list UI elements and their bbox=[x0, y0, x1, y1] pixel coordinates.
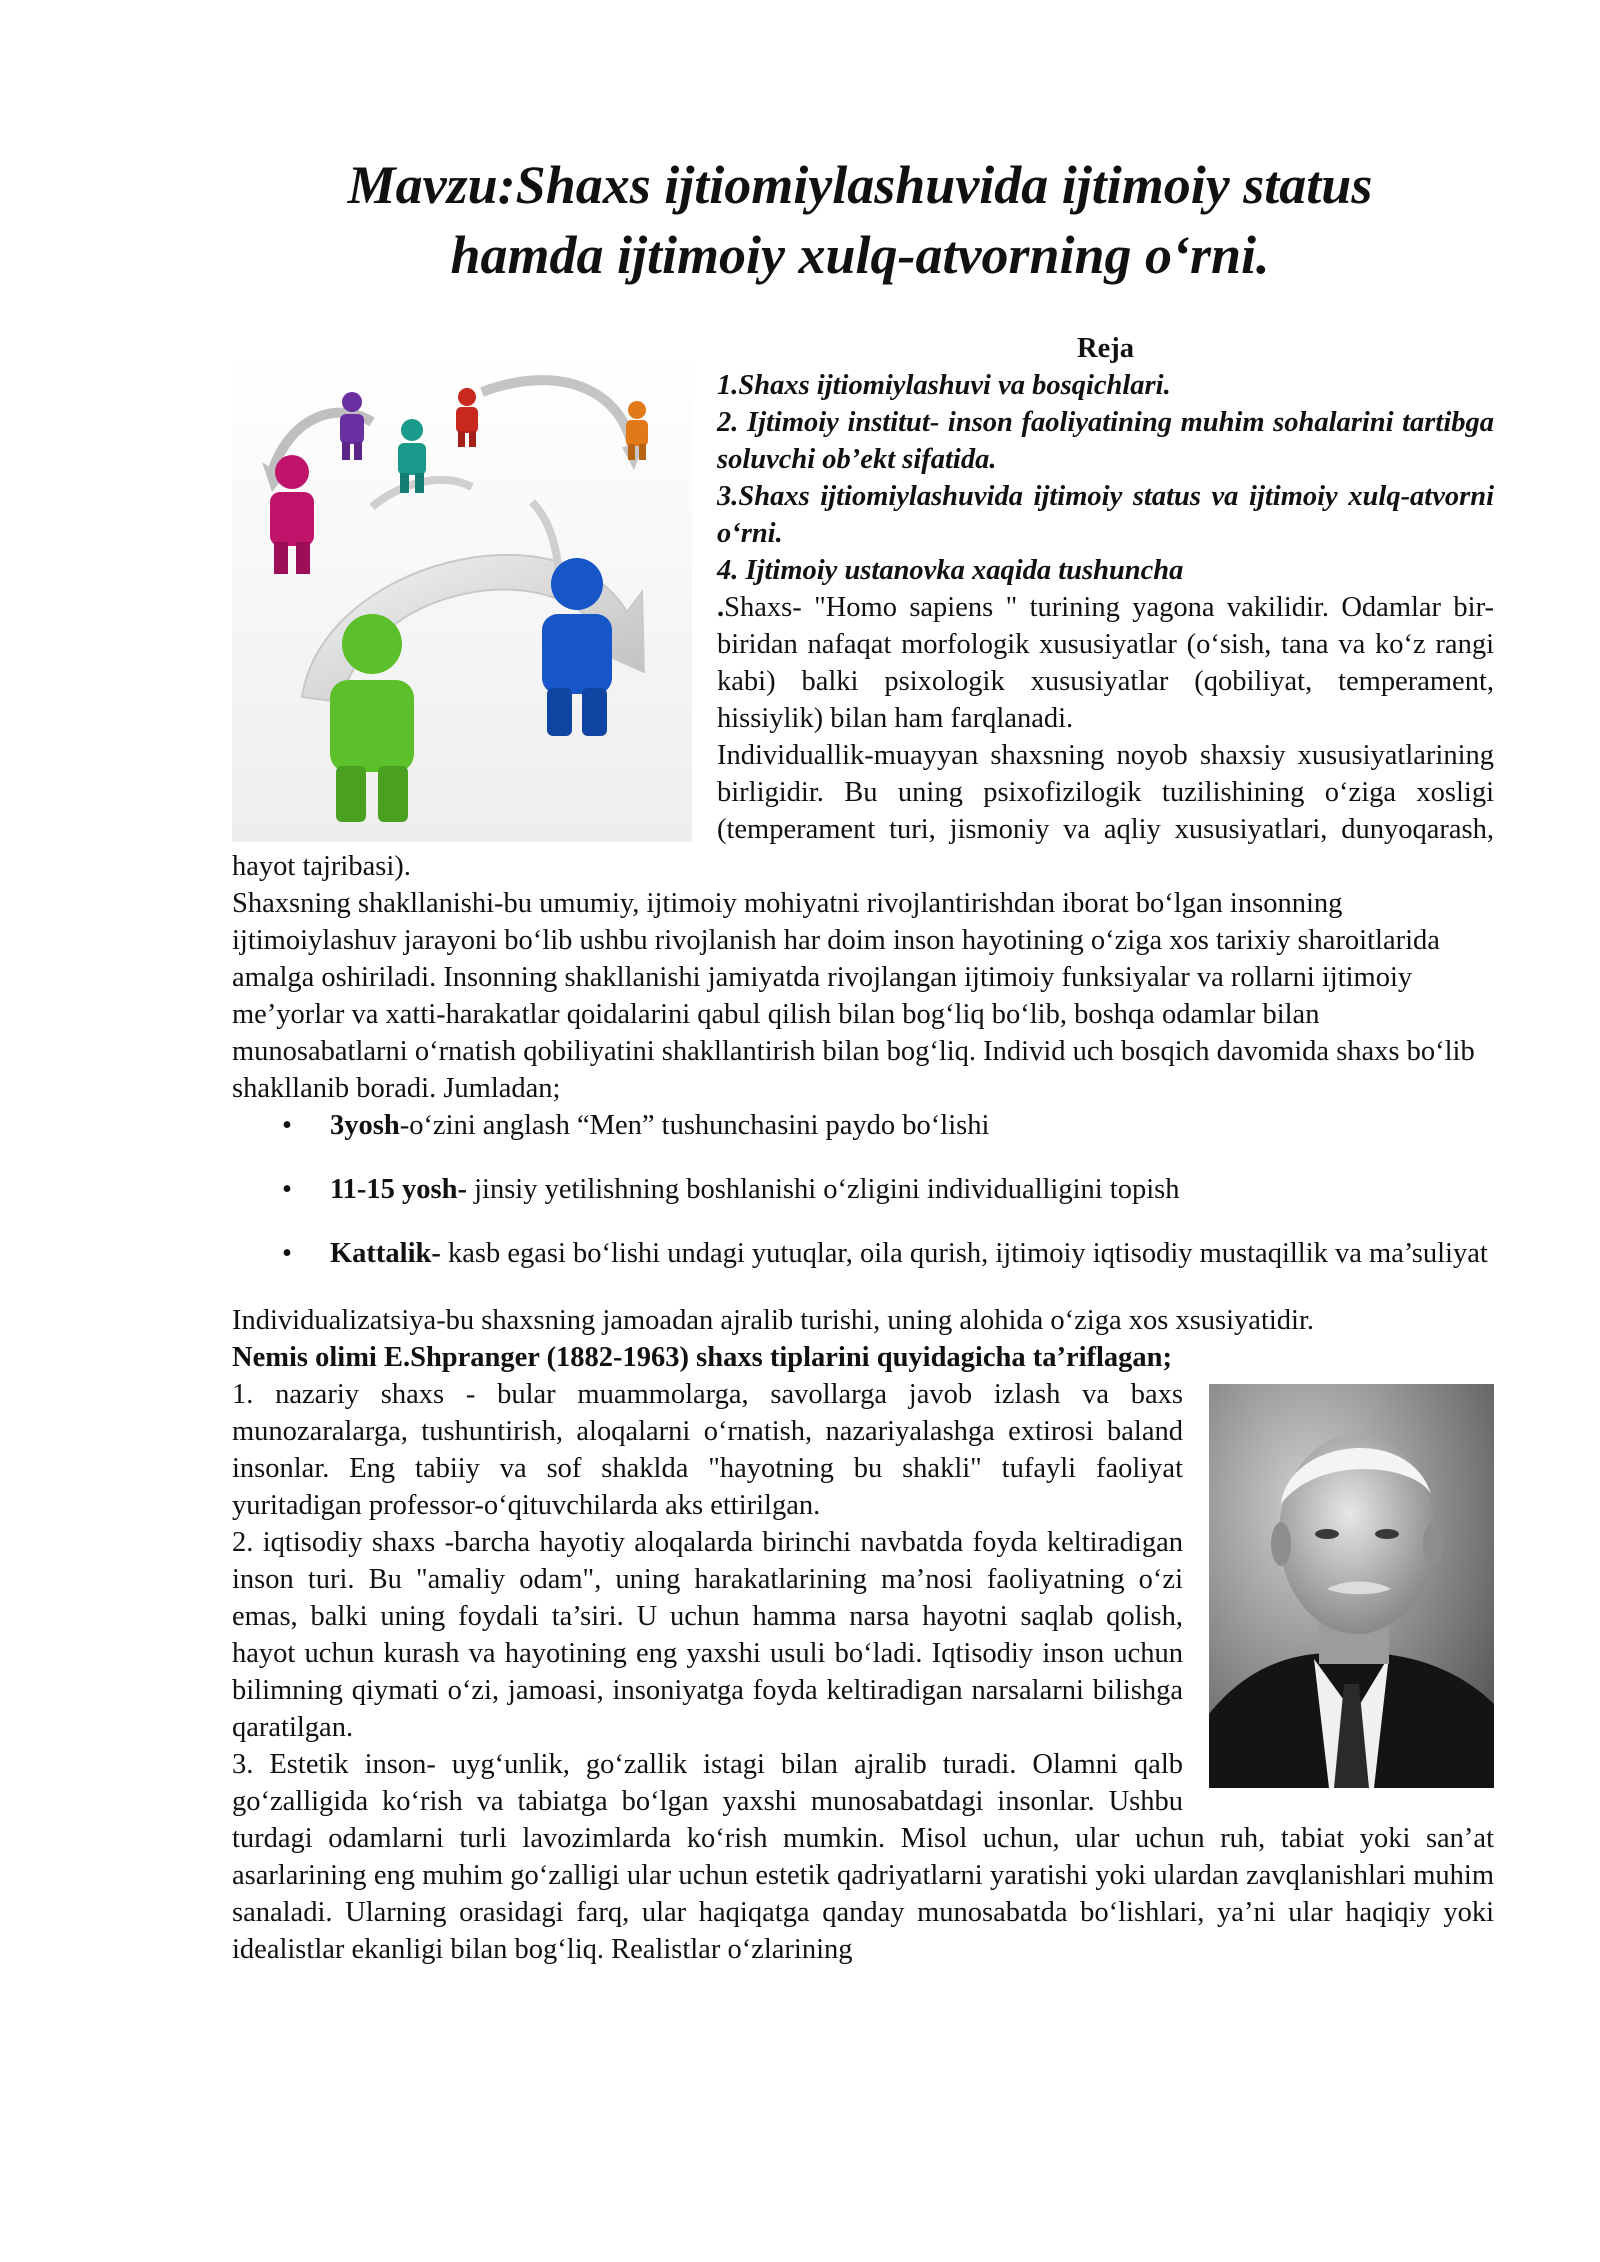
bullet-icon: • bbox=[282, 1174, 292, 1205]
paragraph-type-theoretical: 1. nazariy shaxs - bular muammolarga, savollarga javob izlash va baxs munozaralarga, tushuntirish, aloqalarni o‘rnatish, nazariyalashga extirosi baland insonlar. Eng tabiiy va sof shaklda "hayotning bu shakli" tufayli faoliyat yuritadigan professor-o‘qituvchilarda aks ettirilgan. bbox=[232, 1379, 1183, 1521]
stage-text: jinsiy yetilishning boshlanishi o‘zligini individualligini topish bbox=[466, 1174, 1180, 1205]
plan-item-1: 1.Shaxs ijtiomiylashuvi va bosqichlari. bbox=[717, 370, 1171, 401]
plan-item-4: 4. Ijtimoiy ustanovka xaqida tushuncha bbox=[717, 555, 1184, 586]
portrait-icon bbox=[1209, 1384, 1494, 1788]
bullet-icon: • bbox=[282, 1110, 292, 1141]
list-item bbox=[232, 1171, 1494, 1208]
bullet-icon: • bbox=[282, 1238, 292, 1269]
plan-item-2: 2. Ijtimoiy institut- inson faoliyatining muhim sohalarini tartibga soluvchi ob’ekt sifatida. bbox=[717, 407, 1494, 475]
stage-label: Kattalik- bbox=[330, 1238, 441, 1269]
paragraph-shpranger-heading: Nemis olimi E.Shpranger (1882-1963) shaxs tiplarini quyidagicha ta’riflagan; bbox=[232, 1342, 1173, 1373]
stage-label: 11-15 yosh- bbox=[330, 1174, 467, 1205]
list-item bbox=[232, 1107, 1494, 1144]
paragraph-individualizatsiya: Individualizatsiya-bu shaxsning jamoadan ajralib turishi, uning alohida o‘ziga xos xsusiyatidir. bbox=[232, 1305, 1314, 1336]
stage-text: -o‘zini anglash “Men” tushunchasini paydo bo‘lishi bbox=[399, 1110, 990, 1141]
paragraph-type-economic: 2. iqtisodiy shaxs -barcha hayotiy aloqalarda birinchi navbatda foyda keltiradigan inson turi. Bu "amaliy odam", uning harakatlarining ma’nosi faoliyatning o‘zi emas, balki uning foydali ta’siri. U uchun hamma narsa hayotni saqlab qolish, hayot uchun kurash va hayotining eng yaxshi usuli bo‘ladi. Iqtisodiy inson uchun bilimning qiymati o‘zi, jamoasi, insoniyatga foyda keltiradigan narsalarni bilishga qaratilgan. bbox=[232, 1527, 1183, 1743]
people-network-illustration bbox=[232, 352, 692, 842]
title-line-2: hamda ijtimoiy xulq-atvorning o‘rni. bbox=[450, 225, 1270, 285]
stage-label: 3yosh bbox=[330, 1110, 400, 1141]
list-item bbox=[232, 1235, 1494, 1272]
plan-heading: Reja bbox=[1077, 333, 1134, 364]
stages-list bbox=[232, 1107, 1494, 1272]
stage-text: kasb egasi bo‘lishi undagi yutuqlar, oila qurish, ijtimoiy iqtisodiy mustaqillik va ma’suliyat bbox=[440, 1238, 1488, 1269]
document-body bbox=[232, 330, 1494, 1968]
paragraph-type-aesthetic: 3. Estetik inson- uyg‘unlik, go‘zallik istagi bilan ajralib turadi. Olamni qalb go‘zalligida ko‘rish va tabiatga bo‘lgan yaxshi munosabatdagi insonlar. Ushbu turdagi odamlarni turli lavozimlarda ko‘rish mumkin. Misol uchun, ular uchun ruh, tabiat yoki san’at asarlarining eng muhim go‘zalligi ular uchun estetik qadriyatlarni yaratishi yoki ulardan zavqlanishlari muhim sanaladi. Ularning orasidagi farq, ular haqiqatga qanday munosabatda bo‘lishlari, ya’ni ular haqiqiy yoki idealistlar ekanligi bilan bog‘liq. Realistlar o‘zlarining bbox=[232, 1749, 1494, 1965]
plan-item-3: 3.Shaxs ijtiomiylashuvida ijtimoiy status va ijtimoiy xulq-atvorni o‘rni. bbox=[717, 481, 1494, 549]
paragraph-lead-dot: . bbox=[717, 592, 725, 623]
paragraph-shaxs-text: Shaxs- "Homo sapiens " turining yagona vakilidir. Odamlar bir-biridan nafaqat morfologik xususiyatlar (o‘sish, tana va ko‘z rangi kabi) balki psixologik xususiyatlar (qobiliyat, temperament, hissiylik) bilan ham farqlanadi. bbox=[717, 592, 1494, 734]
people-network-icon bbox=[232, 352, 692, 842]
document-title bbox=[230, 150, 1490, 290]
title-line-1: Mavzu:Shaxs ijtiomiylashuvida ijtimoiy status bbox=[347, 155, 1373, 215]
paragraph-individuallik: Individuallik-muayyan shaxsning noyob shaxsiy xususiyatlarining birligidir. Bu uning psixofizilogik tuzilishining o‘ziga xosligi (temperament turi, jismoniy va aqliy xususiyatlari, dunyoqarash, hayot tajribasi). bbox=[232, 740, 1494, 882]
portrait-photo bbox=[1209, 1384, 1494, 1788]
paragraph-shakllanish: Shaxsning shakllanishi-bu umumiy, ijtimoiy mohiyatni rivojlantirishdan iborat bo‘lgan insonning ijtimoiylashuv jarayoni bo‘lib ushbu rivojlanish har doim inson hayotining o‘ziga xos tarixiy sharoitlarida amalga oshiriladi. Insonning shakllanishi jamiyatda rivojlangan ijtimoiy funksiyalar va rollarni ijtimoiy me’yorlar va xatti-harakatlar qoidalarini qabul qilish bilan bog‘liq bo‘lib, boshqa odamlar bilan munosabatlarni o‘rnatish qobiliyatini shakllantirish bilan bog‘liq. Individ uch bosqich davomida shaxs bo‘lib shakllanib boradi. Jumladan; bbox=[232, 888, 1475, 1104]
